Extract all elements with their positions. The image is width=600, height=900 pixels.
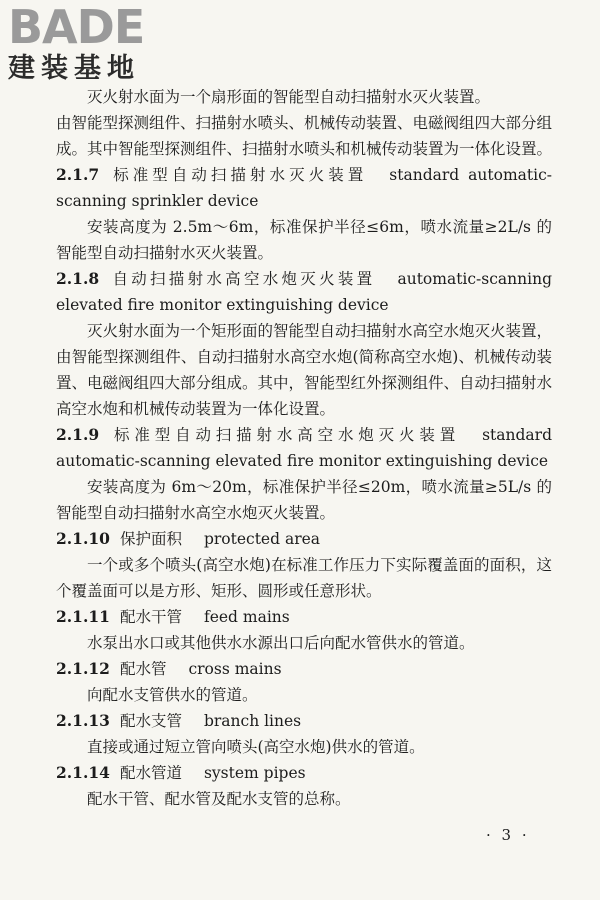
- term-english: branch lines: [203, 712, 302, 730]
- term-2-1-12: [56, 656, 552, 708]
- logo-subtitle: 建装基地: [8, 53, 140, 84]
- term-english: standard automatic-scanning elevated fire monitor extinguishing device: [56, 426, 552, 470]
- term-description: 安装高度为 6m～20m，标准保护半径≤20m，喷水流量≥5L/s 的智能型自动扫描射水高空水炮灭火装置。: [56, 478, 552, 522]
- term-chinese: 标准型自动扫描射水高空水炮灭火装置: [109, 426, 461, 444]
- watermark-logo: [8, 0, 178, 90]
- term-2-1-14: [56, 760, 552, 812]
- term-heading: [56, 266, 552, 318]
- term-description: 直接或通过短立管向喷头(高空水炮)供水的管道。: [87, 738, 425, 756]
- term-number: 2.1.14: [56, 763, 110, 782]
- term-2-1-11: [56, 604, 552, 656]
- term-description: 配水干管、配水管及配水支管的总称。: [87, 790, 351, 808]
- term-heading: [56, 656, 552, 682]
- term-chinese: 配水管: [119, 660, 167, 678]
- term-2-1-13: [56, 708, 552, 760]
- term-english: cross mains: [188, 660, 282, 678]
- term-description: 向配水支管供水的管道。: [87, 686, 258, 704]
- term-chinese: 标准型自动扫描射水灭火装置: [109, 166, 368, 184]
- term-number: 2.1.13: [56, 711, 110, 730]
- term-2-1-7: [56, 162, 552, 266]
- document-body: [56, 84, 552, 812]
- term-number: 2.1.11: [56, 607, 110, 626]
- term-heading: [56, 760, 552, 786]
- page-number: · 3 ·: [486, 826, 530, 844]
- term-description: 水泵出水口或其他供水水源出口后向配水管供水的管道。: [87, 634, 475, 652]
- term-chinese: 配水管道: [119, 764, 182, 782]
- term-english: standard automatic-scanning sprinkler device: [56, 166, 552, 210]
- term-chinese: 配水支管: [119, 712, 182, 730]
- term-chinese: 配水干管: [119, 608, 182, 626]
- intro-paragraph-1: 灭火射水面为一个扇形面的智能型自动扫描射水灭火装置。: [87, 88, 491, 106]
- term-number: 2.1.10: [56, 529, 110, 548]
- term-heading: [56, 526, 552, 552]
- term-description: 安装高度为 2.5m～6m，标准保护半径≤6m，喷水流量≥2L/s 的智能型自动扫描射水灭火装置。: [56, 218, 552, 262]
- term-heading: [56, 422, 552, 474]
- term-2-1-9: [56, 422, 552, 526]
- term-number: 2.1.8: [56, 269, 100, 288]
- logo-wordmark: BADE: [8, 0, 145, 54]
- term-heading: [56, 162, 552, 214]
- term-heading: [56, 708, 552, 734]
- term-description: 灭火射水面为一个矩形面的智能型自动扫描射水高空水炮灭火装置，由智能型探测组件、自动扫描射水高空水炮(简称高空水炮)、机械传动装置、电磁阀组四大部分组成。其中，智能型红外探测组件、自动扫描射水高空水炮和机械传动装置为一体化设置。: [56, 322, 553, 418]
- term-english: protected area: [203, 530, 321, 548]
- term-heading: [56, 604, 552, 630]
- term-chinese: 自动扫描射水高空水炮灭火装置: [109, 270, 376, 288]
- term-description: 一个或多个喷头(高空水炮)在标准工作压力下实际覆盖面的面积，这个覆盖面可以是方形、矩形、圆形或任意形状。: [56, 556, 552, 600]
- term-english: feed mains: [203, 608, 290, 626]
- term-number: 2.1.7: [56, 165, 100, 184]
- term-english: automatic-scanning elevated fire monitor extinguishing device: [56, 270, 552, 314]
- term-2-1-8: [56, 266, 552, 422]
- intro-paragraph-2: 由智能型探测组件、扫描射水喷头、机械传动装置、电磁阀组四大部分组成。其中智能型探测组件、扫描射水喷头和机械传动装置为一体化设置。: [56, 114, 553, 158]
- term-number: 2.1.12: [56, 659, 110, 678]
- term-2-1-10: [56, 526, 552, 604]
- term-chinese: 保护面积: [119, 530, 182, 548]
- term-number: 2.1.9: [56, 425, 100, 444]
- term-english: system pipes: [203, 764, 306, 782]
